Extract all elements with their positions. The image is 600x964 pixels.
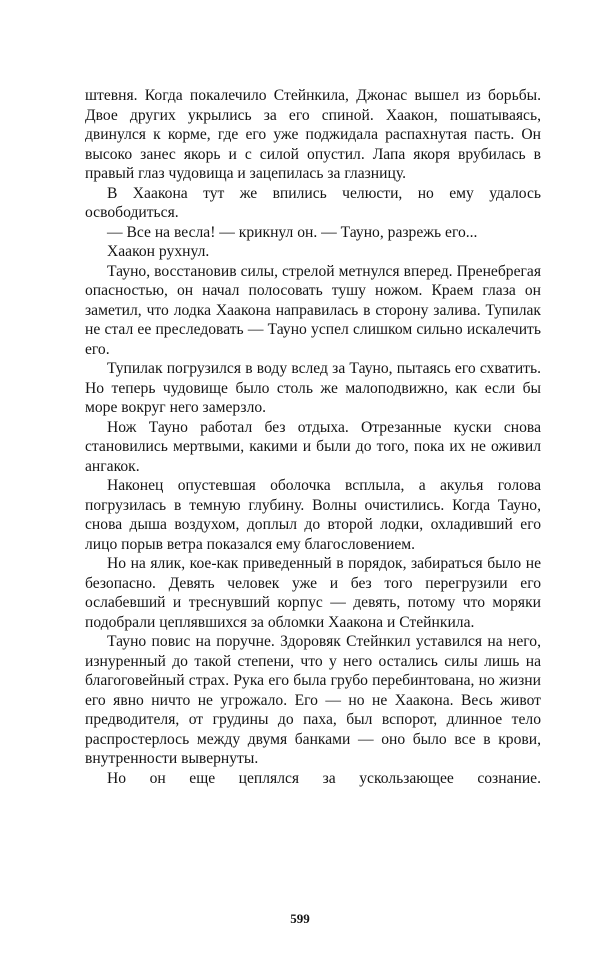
page-number: 599 <box>290 911 310 926</box>
paragraph-4: Хаакон рухнул. <box>107 243 210 260</box>
paragraph-3: — Все на весла! — крикнул он. — Тауно, разрежь его... <box>107 223 478 241</box>
paragraph-8: Наконец опустевшая оболочка всплыла, а акулья голова погрузилась в темную глубину. Волны очистились. Когда Тауно, снова дыша воздухом, доплыл до второй лодки, охладивший его лицо порыв ветра показался ему благословением. <box>85 477 541 553</box>
paragraph-11: Но он еще цеплялся за ускользающее сознание. <box>107 769 541 787</box>
paragraph-1: штевня. Когда покалечило Стейнкила, Джонас вышел из борьбы. Двое других укрылись за его спиной. Хаакон, пошатываясь, двинулся к корме, где его уже поджидала распахнутая пасть. Он высоко занес якорь и с силой опустил. Лапа якоря врубилась в правый глаз чудовища и зацепилась за глазницу. <box>85 87 541 182</box>
paragraph-7: Нож Тауно работал без отдыха. Отрезанные куски снова становились мертвыми, какими и были до того, пока их не оживил ангакок. <box>85 418 541 475</box>
paragraph-9: Но на ялик, кое-как приведенный в порядок, забираться было не безопасно. Девять человек уже и без того перегрузили его ослабевший и треснувший корпус — девять, потому что моряки подобрали цеплявшихся за обломки Хаакона и Стейнкила. <box>85 555 541 631</box>
paragraph-6: Тупилак погрузился в воду вслед за Тауно, пытаясь его схватить. Но теперь чудовище было столь же малоподвижно, как если бы море вокруг него замерзло. <box>85 360 541 416</box>
paragraph-2: В Хаакона тут же впились челюсти, но ему удалось освободиться. <box>85 184 541 221</box>
page-body <box>85 86 541 788</box>
paragraph-5: Тауно, восстановив силы, стрелой метнулся вперед. Пренебрегая опасностью, он начал полосовать тушу ножом. Краем глаза он заметил, что лодка Хаакона направилась в сторону залива. Тупилак не стал ее преследовать — Тауно успел слишком сильно искалечить его. <box>85 262 541 358</box>
paragraph-10: Тауно повис на поручне. Здоровяк Стейнкил уставился на него, изнуренный до такой степени, что у него остались силы лишь на благоговейный страх. Рука его была грубо перебинтована, но жизни его явно ничто не угрожало. Его — но не Хаакона. Весь живот предводителя, от грудины до паха, был вспорот, длинное тело распростерлось между двумя банками — оно было все в крови, внутренности вывернуты. <box>85 633 541 767</box>
